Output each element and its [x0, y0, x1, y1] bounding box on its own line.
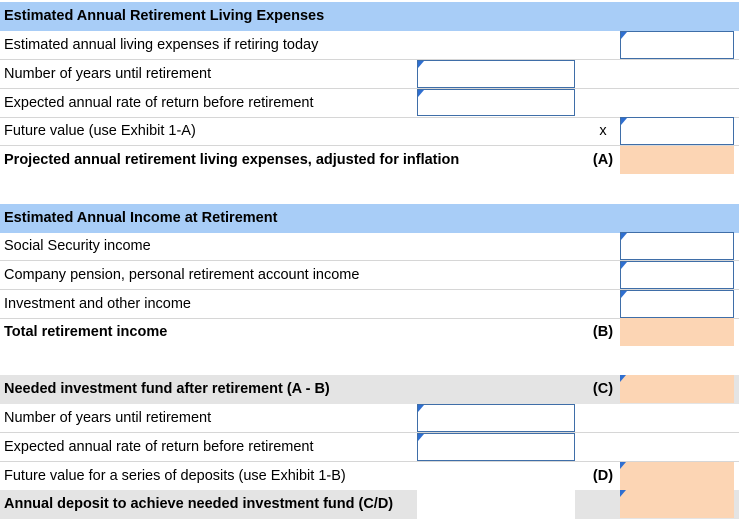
row-label: Expected annual rate of return before retirement	[4, 439, 314, 455]
row-label: Future value for a series of deposits (use Exhibit 1-B)	[4, 468, 346, 484]
reference-c: (C)	[592, 381, 614, 397]
row-label: Expected annual rate of return before retirement	[4, 95, 314, 111]
section-header-expenses	[0, 2, 739, 31]
row-company-pension	[0, 261, 739, 290]
row-future-value	[0, 117, 739, 146]
social-security-input[interactable]	[620, 232, 734, 260]
row-projected-expenses	[0, 146, 739, 175]
company-pension-input[interactable]	[620, 261, 734, 289]
row-label: Investment and other income	[4, 296, 191, 312]
row-label: Total retirement income	[4, 324, 168, 340]
investment-income-input[interactable]	[620, 290, 734, 318]
row-annual-deposit	[0, 490, 739, 519]
future-value-series-output[interactable]	[620, 462, 734, 490]
rate-of-return-2-input[interactable]	[417, 433, 575, 461]
multiply-symbol: x	[599, 123, 607, 139]
reference-b: (B)	[592, 324, 614, 340]
row-label: Annual deposit to achieve needed investment fund (C/D)	[4, 496, 394, 512]
reference-a: (A)	[592, 152, 614, 168]
row-label: Company pension, personal retirement account income	[4, 267, 360, 283]
future-value-factor-input[interactable]	[620, 117, 734, 145]
row-total-retirement-income	[0, 318, 739, 347]
row-label: Number of years until retirement	[4, 66, 212, 82]
reference-d: (D)	[592, 468, 614, 484]
row-label: Estimated annual living expenses if retiring today	[4, 37, 319, 53]
row-label: Projected annual retirement living expenses, adjusted for inflation	[4, 152, 460, 168]
row-years-until-retirement	[0, 60, 739, 89]
annual-deposit-output[interactable]	[620, 490, 734, 518]
projected-expenses-output	[620, 146, 734, 174]
years-until-retirement-input[interactable]	[417, 60, 575, 88]
section-title: Estimated Annual Income at Retirement	[4, 210, 278, 226]
section-title: Estimated Annual Retirement Living Expenses	[4, 8, 325, 24]
row-needed-investment-fund	[0, 375, 739, 404]
row-label: Needed investment fund after retirement (A - B)	[4, 381, 330, 397]
row-label: Future value (use Exhibit 1-A)	[4, 123, 196, 139]
blank-cell	[417, 490, 575, 519]
needed-investment-fund-output[interactable]	[620, 375, 734, 403]
section-header-income	[0, 204, 739, 233]
row-rate-of-return-2	[0, 433, 739, 462]
row-rate-of-return	[0, 89, 739, 118]
row-investment-income	[0, 290, 739, 319]
total-retirement-income-output	[620, 318, 734, 346]
row-future-value-series	[0, 462, 739, 491]
living-expenses-today-input[interactable]	[620, 31, 734, 59]
rate-of-return-input[interactable]	[417, 89, 575, 116]
row-years-until-retirement-2	[0, 404, 739, 433]
row-label: Social Security income	[4, 238, 151, 254]
row-label: Number of years until retirement	[4, 410, 212, 426]
row-social-security	[0, 232, 739, 261]
row-living-expenses-today	[0, 31, 739, 60]
years-until-retirement-2-input[interactable]	[417, 404, 575, 432]
